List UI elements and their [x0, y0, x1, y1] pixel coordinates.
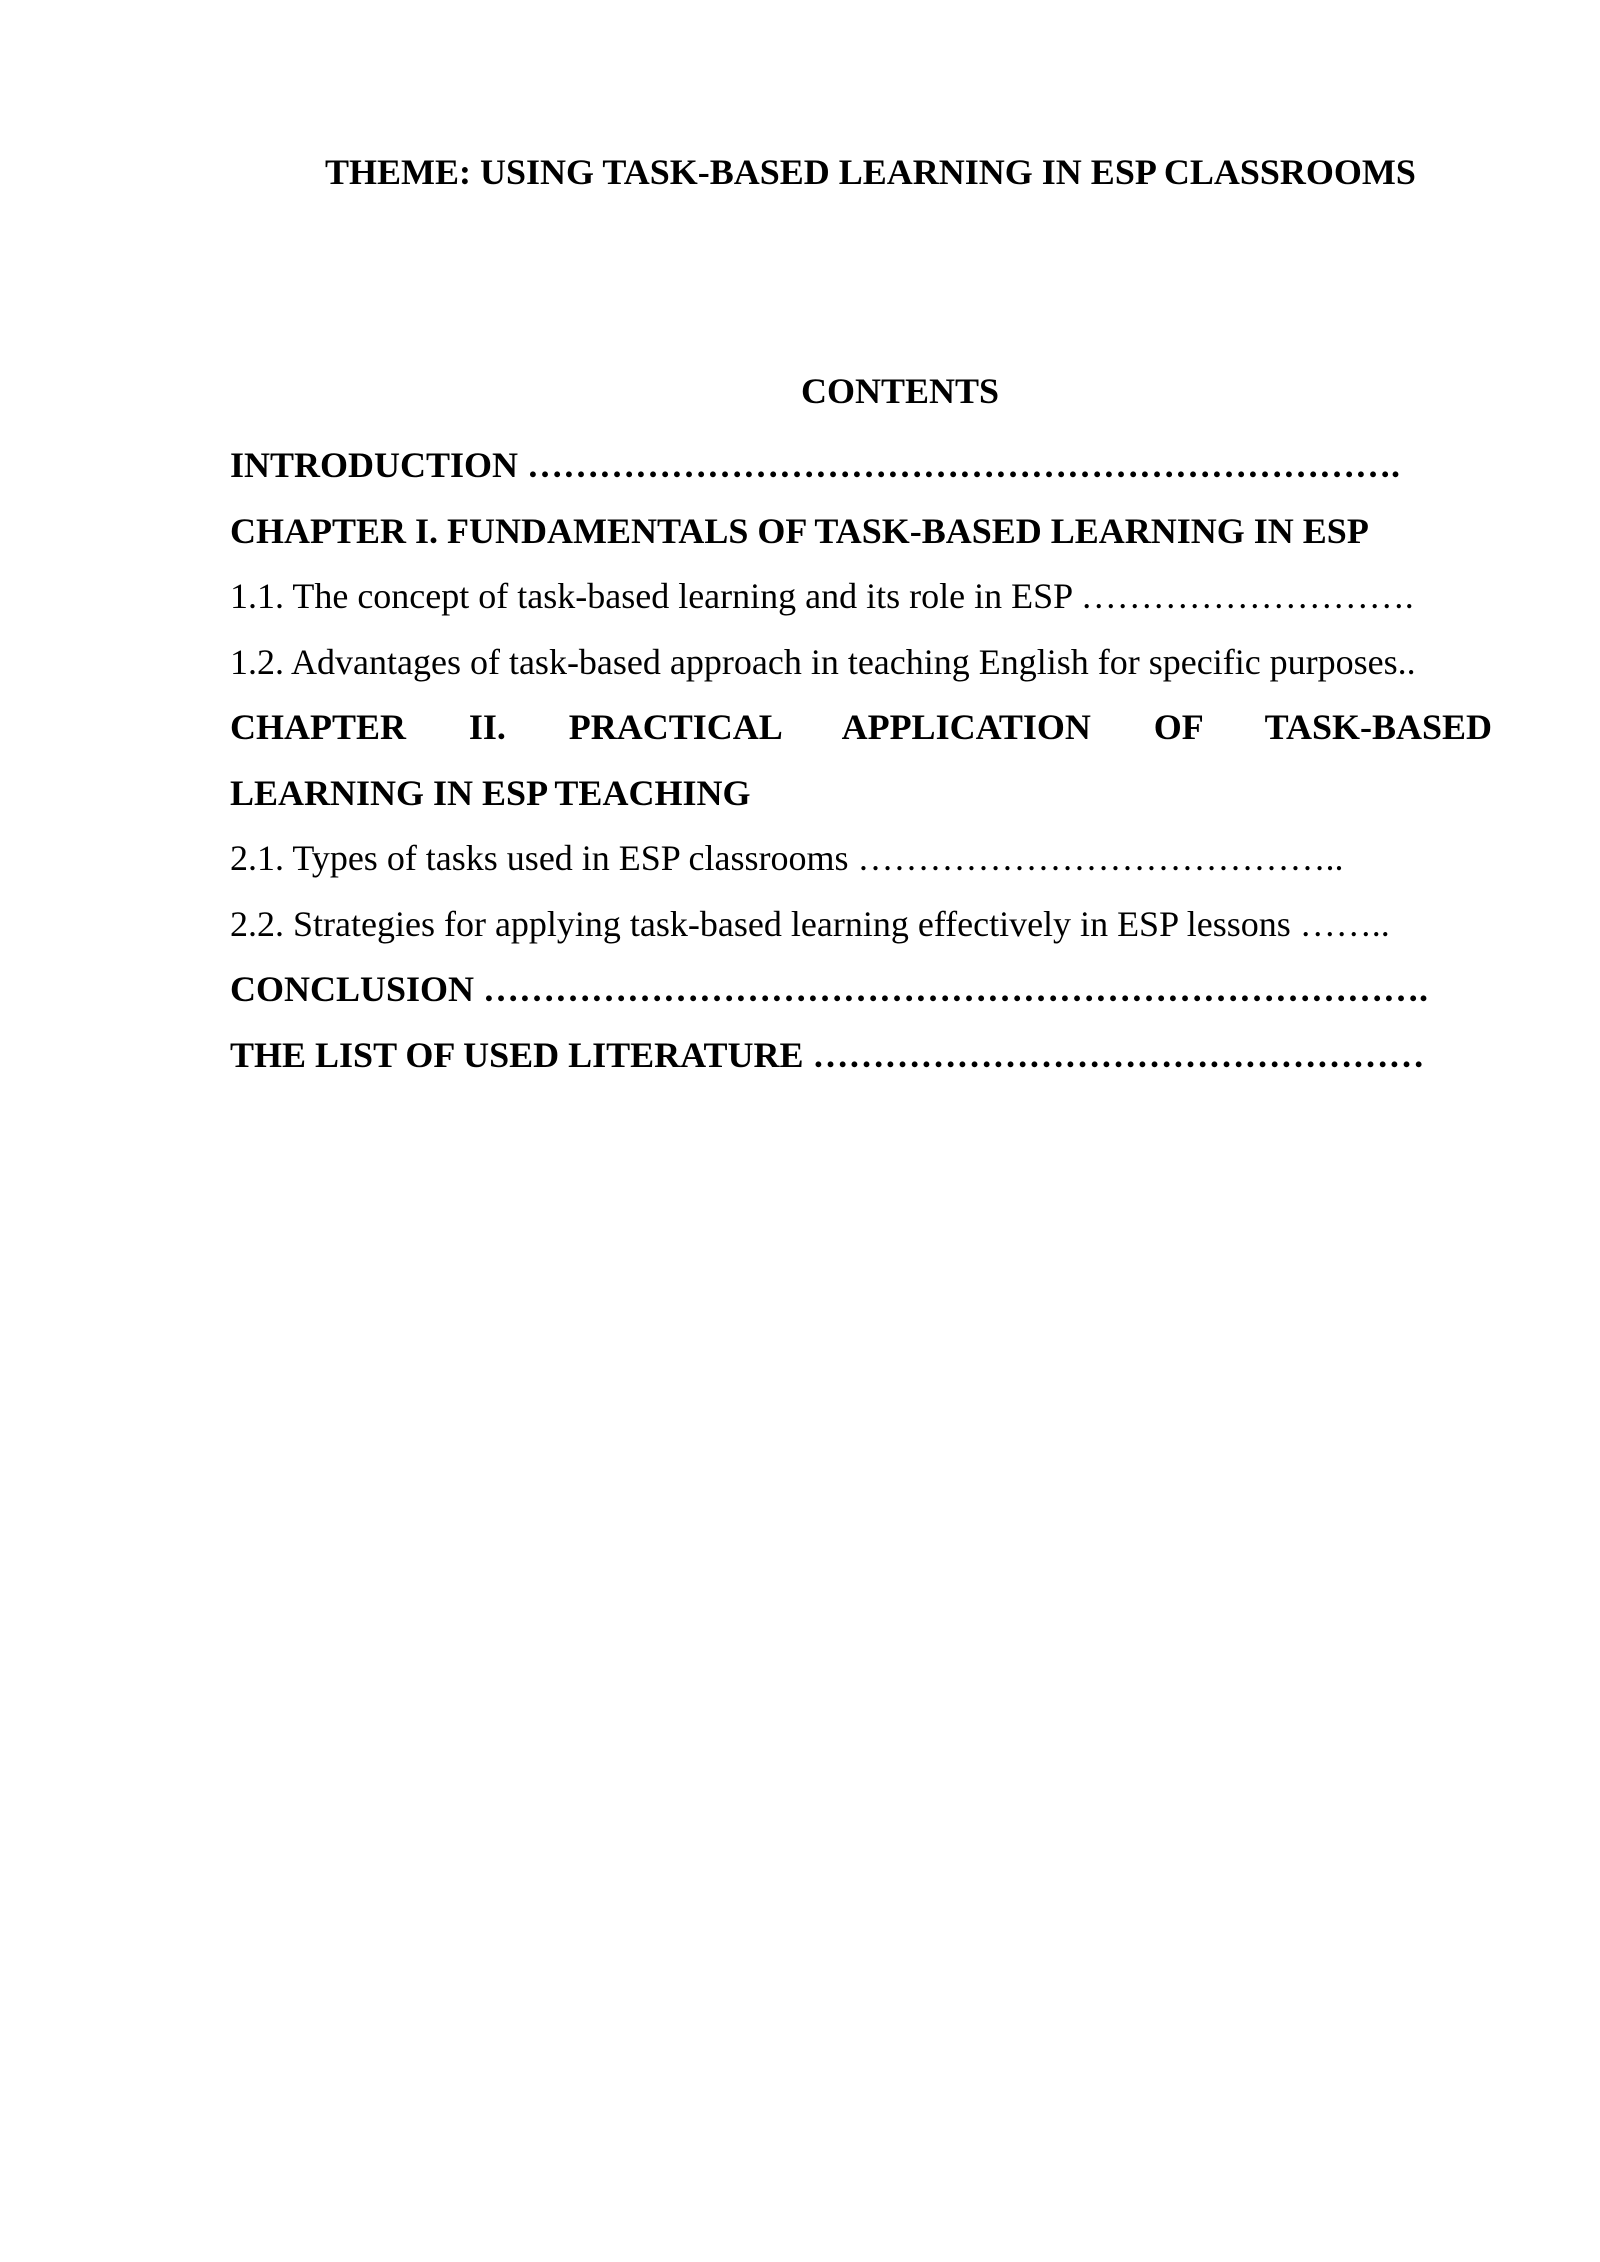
toc-entry-chapter-2-line-1: CHAPTER II. PRACTICAL APPLICATION OF TASK-BASED [230, 707, 1492, 747]
toc-entry-chapter-2[interactable] [230, 695, 1492, 826]
table-of-contents [230, 433, 1492, 1088]
toc-entry-chapter-1[interactable]: CHAPTER I. FUNDAMENTALS OF TASK-BASED LEARNING IN ESP [230, 510, 1369, 551]
toc-entry-section-1-2[interactable]: 1.2. Advantages of task-based approach in teaching English for specific purposes.. [230, 641, 1416, 682]
toc-entry-section-2-1[interactable]: 2.1. Types of tasks used in ESP classrooms ………………………………….. [230, 838, 1344, 878]
toc-entry-section-2-2[interactable]: 2.2. Strategies for applying task-based learning effectively in ESP lessons …….. [230, 903, 1390, 944]
toc-entry-literature[interactable]: THE LIST OF USED LITERATURE …………………………………………… [230, 1034, 1425, 1075]
toc-entry-introduction[interactable]: INTRODUCTION ………………………………………………………………. [230, 445, 1401, 485]
toc-entry-chapter-2-line-2: LEARNING IN ESP TEACHING [230, 772, 751, 813]
contents-heading: CONTENTS [800, 371, 1000, 411]
document-theme-title: THEME: USING TASK-BASED LEARNING IN ESP CLASSROOMS [325, 152, 1416, 192]
toc-entry-conclusion[interactable]: CONCLUSION ……………………………………………………………………. [230, 969, 1429, 1009]
toc-entry-section-1-1[interactable]: 1.1. The concept of task-based learning and its role in ESP ………………………. [230, 576, 1414, 616]
